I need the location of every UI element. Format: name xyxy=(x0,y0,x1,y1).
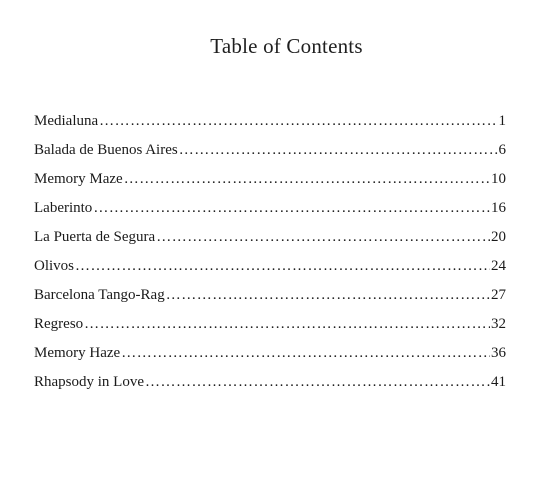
dot-leader xyxy=(166,287,490,304)
toc-entry-title: Memory Maze xyxy=(34,171,123,187)
dot-leader xyxy=(93,200,490,217)
toc-entry-title: La Puerta de Segura xyxy=(34,229,156,245)
toc-entry-title: Regreso xyxy=(34,316,84,332)
toc-entry-memory-haze xyxy=(34,345,506,374)
table-of-contents xyxy=(34,113,506,403)
toc-entry-medialuna xyxy=(34,113,506,142)
toc-entry-title: Medialuna xyxy=(34,113,99,129)
toc-entry-page: 10 xyxy=(491,171,506,187)
toc-entry-title: Olivos xyxy=(34,258,75,274)
toc-entry-page: 20 xyxy=(491,229,506,245)
toc-entry-title: Balada de Buenos Aires xyxy=(34,142,178,158)
toc-entry-olivos xyxy=(34,258,506,287)
toc-entry-page: 6 xyxy=(498,142,506,158)
toc-entry-barcelona-tango-rag xyxy=(34,287,506,316)
toc-entry-title: Laberinto xyxy=(34,200,93,216)
page-title: Table of Contents xyxy=(210,34,363,58)
toc-entry-rhapsody-in-love xyxy=(34,374,506,403)
toc-entry-page: 36 xyxy=(491,345,506,361)
toc-entry-page: 16 xyxy=(491,200,506,216)
dot-leader xyxy=(99,113,497,130)
toc-entry-title: Memory Haze xyxy=(34,345,121,361)
toc-entry-page: 32 xyxy=(491,316,506,332)
toc-entry-memory-maze xyxy=(34,171,506,200)
dot-leader xyxy=(75,258,490,275)
toc-entry-page: 41 xyxy=(491,374,506,390)
dot-leader xyxy=(84,316,490,333)
toc-entry-laberinto xyxy=(34,200,506,229)
dot-leader xyxy=(145,374,490,391)
dot-leader xyxy=(121,345,490,362)
toc-entry-page: 27 xyxy=(491,287,506,303)
dot-leader xyxy=(179,142,498,159)
toc-entry-title: Barcelona Tango-Rag xyxy=(34,287,165,303)
toc-entry-page: 1 xyxy=(498,113,506,129)
toc-entry-balada-de-buenos-aires xyxy=(34,142,506,171)
dot-leader xyxy=(156,229,490,246)
toc-entry-la-puerta-de-segura xyxy=(34,229,506,258)
toc-entry-page: 24 xyxy=(491,258,506,274)
dot-leader xyxy=(124,171,490,188)
toc-entry-regreso xyxy=(34,316,506,345)
toc-entry-title: Rhapsody in Love xyxy=(34,374,144,390)
